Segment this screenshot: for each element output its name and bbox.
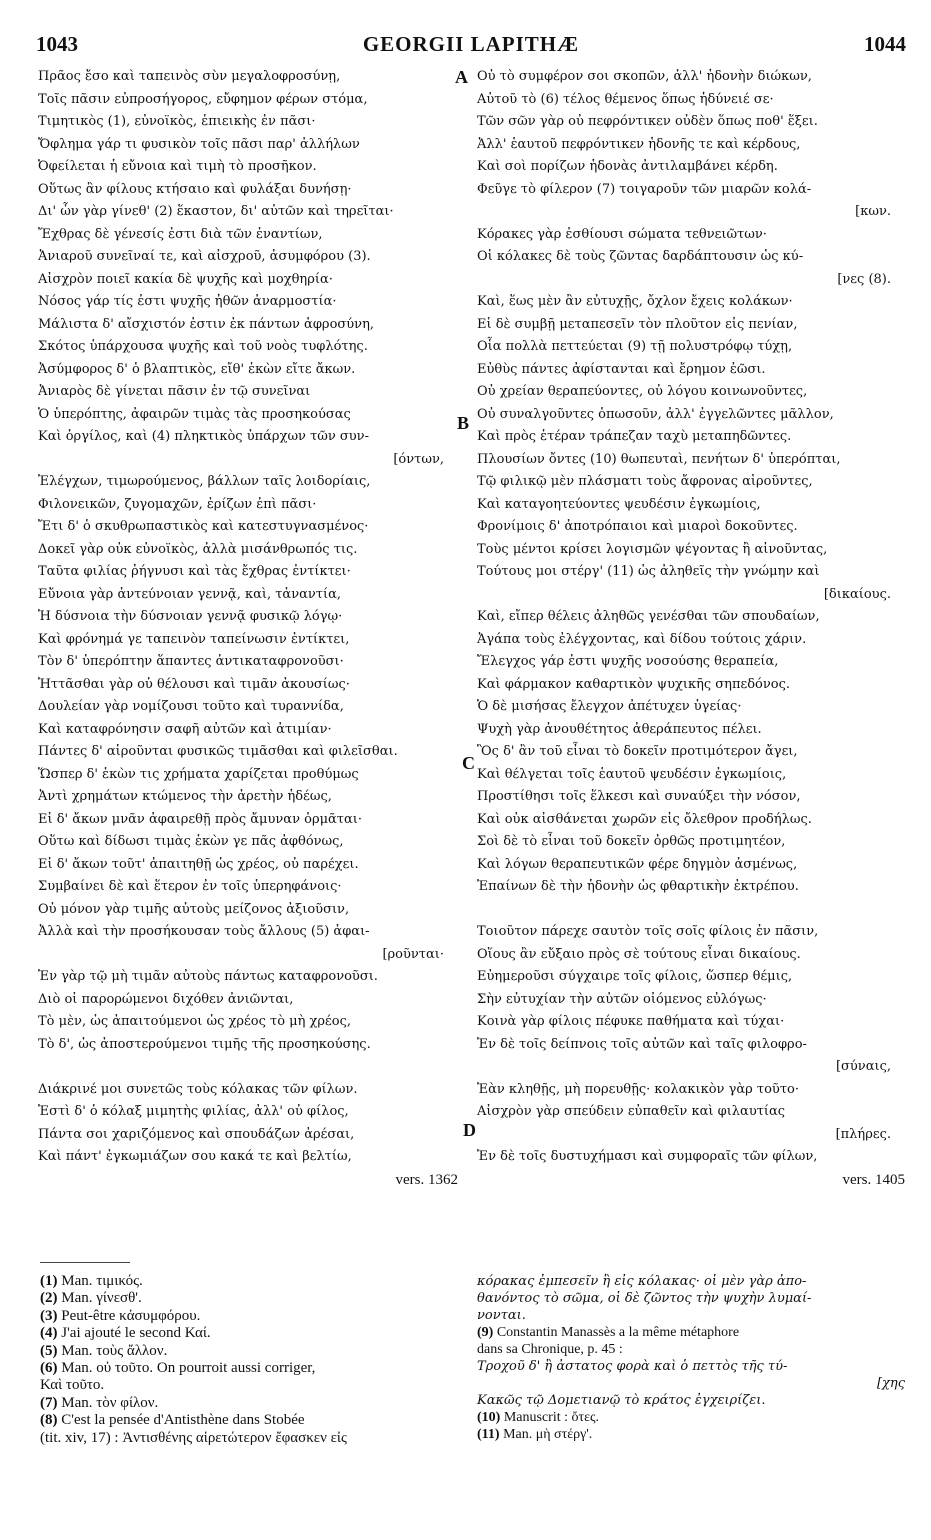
verse-line: Ὁ ὑπερόπτης, ἀφαιρῶν τιμὰς τὰς προσηκούσας — [38, 406, 351, 422]
verse-line: Τιμητικὸς (1), εὐνοϊκὸς, ἐπιεικὴς ἐν πᾶσι· — [38, 114, 316, 129]
verse-line: Ψυχὴ γὰρ ἀνουθέτητος ἀθεράπευτος πέλει. — [477, 721, 762, 737]
verse-line: Καὶ πάντ' ἐγκωμιάζων σου κακά τε καὶ βελτίω, — [38, 1149, 352, 1164]
verse-line: Κοινὰ γὰρ φίλοις πέφυκε παθήματα καὶ τύχαι· — [477, 1014, 785, 1029]
footnote-text: Peut-être κἀσυμφόρου. — [61, 1307, 201, 1324]
footnote-text: Man. οὐ τοῦτο. On pourroit aussi corriger, — [61, 1360, 316, 1377]
footnote-text: Constantin Manassès a la même métaphore — [496, 1325, 740, 1340]
verse-line: Φεῦγε τὸ φίλερον (7) τοιγαροῦν τῶν μιαρῶν κολά- — [477, 181, 812, 197]
verse-line: Μάλιστα δ' αἴσχιστόν ἐστιν ἐκ πάντων ἀφροσύνη, — [38, 316, 375, 332]
section-marker-b: B — [457, 413, 470, 433]
footnote — [477, 1307, 905, 1324]
verse-line: Ἀλλὰ καὶ τὴν προσήκουσαν τοὺς ἄλλους (5) ἀφαι- — [38, 924, 370, 939]
verse-line: Ταῦτα φιλίας ῥήγνυσι καὶ τὰς ἔχθρας ἐντίκτει· — [38, 564, 351, 579]
verse-line: Ἔτι δ' ὁ σκυθρωπαστικὸς καὶ κατεστυγνασμένος· — [38, 519, 369, 534]
verse-line: Τούτους μοι στέργ' (11) ὡς ἀληθεῖς τὴν γνώμην καὶ — [477, 564, 820, 579]
verse-line: Οὐ χρείαν θεραπεύοντες, οὐ λόγου κοινωνοῦντες, — [477, 384, 808, 399]
footnote — [477, 1324, 905, 1341]
footnote — [40, 1412, 460, 1429]
footnote — [40, 1343, 460, 1360]
footnote — [477, 1358, 905, 1375]
footnote-rule-left — [40, 1262, 130, 1263]
footnote-text: Man. τιμικός. — [61, 1273, 143, 1289]
verse-line: Οὐ μόνον γὰρ τιμῆς αὐτοὺς μείζονος ἀξιοῦσιν, — [38, 901, 350, 917]
verse-line: Εὐθὺς πάντες ἀφίστανται καὶ ἔρημον ἐῶσι. — [477, 361, 766, 377]
footnote-number: (6) — [40, 1360, 62, 1377]
footnote-text: Manuscrit : ὄτες. — [503, 1410, 600, 1425]
footnote-number: (10) — [477, 1410, 504, 1425]
footnote-number: (5) — [40, 1342, 62, 1359]
footnote — [477, 1375, 905, 1392]
verse-line: Διάκρινέ μοι συνετῶς τοὺς κόλακας τῶν φίλων. — [38, 1081, 358, 1097]
verse-line: Τοιοῦτον πάρεχε σαυτὸν τοῖς σοῖς φίλοις ἐν πᾶσιν, — [477, 924, 819, 939]
verse-line: Δι' ὧν γὰρ γίνεθ' (2) ἕκαστον, δι' αὐτῶν καὶ τηρεῖται· — [38, 204, 394, 219]
page-header — [36, 32, 906, 60]
verse-line: Καὶ, ἕως μὲν ἂν εὐτυχῇς, ὄχλον ἔχεις κολάκων· — [477, 294, 793, 309]
verse-continuation: [δικαίους. — [823, 586, 891, 602]
verse-continuation: [πλήρες. — [835, 1126, 891, 1142]
verse-line: Αὐτοῦ τὸ (6) τέλος θέμενος ὅπως ἡδύνειέ σε· — [477, 91, 774, 107]
right-column — [477, 66, 905, 1191]
verse-line: Ἀλλ' ἑαυτοῦ πεφρόντικεν ἡδονῆς τε καὶ κέρδους, — [477, 136, 801, 152]
footnote-text: dans sa Chronique, p. 45 : — [477, 1342, 623, 1357]
footnote-text: (tit. xiv, 17) : Ἀντισθένης αἱρετώτερον ἔφασκεν εἰς — [40, 1429, 347, 1446]
verse-line: Ἔχθρας δὲ γένεσίς ἐστι διὰ τῶν ἐναντίων, — [38, 226, 323, 242]
footnote — [477, 1426, 905, 1443]
footnote-text: Man. μὴ στέργ'. — [503, 1427, 593, 1442]
verse-line: Σοὶ δὲ τὸ εἶναι τοῦ δοκεῖν ὀρθῶς προτιμητέον, — [477, 834, 786, 849]
section-marker-a: A — [455, 67, 468, 87]
footnote — [477, 1409, 905, 1426]
verse-line: Καὶ σοὶ πορίζων ἡδονὰς ἀντιλαμβάνει κέρδη. — [477, 159, 778, 174]
verse-line: Ἡττᾶσθαι γὰρ οὐ θέλουσι καὶ τιμᾶν ἀκουσίως· — [38, 676, 350, 692]
verse-line: Οἷα πολλὰ πεττεύεται (9) τῇ πολυστρόφῳ τύχῃ, — [477, 339, 793, 354]
footnote — [477, 1290, 905, 1307]
verse-line: Τοῖς πᾶσιν εὐπροσήγορος, εὔφημον φέρων στόμα, — [38, 91, 368, 107]
verse-line: Ἐν γὰρ τῷ μὴ τιμᾶν αὐτοὺς πάντως καταφρονοῦσι. — [38, 969, 378, 984]
footnote — [477, 1392, 905, 1409]
verse-line: Φιλονεικῶν, ζυγομαχῶν, ἐρίζων ἐπὶ πᾶσι· — [38, 496, 317, 512]
verse-line: Οἱ κόλακες δὲ τοὺς ζῶντας δαρδάπτουσιν ὡς κύ- — [477, 249, 804, 264]
footnote-text: Καὶ τοῦτο. — [40, 1377, 105, 1394]
footnote-number: (3) — [40, 1307, 62, 1324]
footnote — [40, 1360, 460, 1377]
verse-line: Πάντα σοι χαριζόμενος καὶ σπουδάζων ἀρέσαι, — [38, 1126, 355, 1142]
footnote — [40, 1308, 460, 1325]
verse-line: Ἀνιαρὸς δὲ γίνεται πᾶσιν ἐν τῷ συνεῖναι — [38, 384, 311, 399]
verse-line: Ἔλεγχος γάρ ἐστι ψυχῆς νοσούσης θεραπεία, — [477, 654, 779, 669]
footnote-text: νονται. — [477, 1308, 526, 1323]
verse-line: Εἰ δ' ἄκων τοῦτ' ἀπαιτηθῇ ὡς χρέος, οὐ παρέχει. — [38, 856, 359, 872]
verse-line: Οὐ τὸ συμφέρον σοι σκοπῶν, ἀλλ' ἡδονὴν διώκων, — [477, 69, 812, 84]
footnote — [40, 1273, 460, 1290]
footnote — [477, 1273, 905, 1290]
footnote — [40, 1430, 460, 1447]
verse-line: Σὴν εὐτυχίαν τὴν αὐτῶν οἰόμενος εὐλόγως· — [477, 991, 767, 1007]
verse-line: Καὶ ὀργίλος, καὶ (4) πληκτικὸς ὑπάρχων τῶν συν- — [38, 429, 369, 444]
verse-line: Αἰσχρὸν γὰρ σπεύδειν εὐπαθεῖν καὶ φιλαυτίας — [477, 1104, 786, 1119]
verse-continuation: [όντων, — [393, 451, 444, 467]
section-marker-c: C — [462, 753, 475, 773]
footnote-text: J'ai ajouté le second Καί. — [61, 1325, 211, 1342]
verse-line: Τὸν δ' ὑπερόπτην ἅπαντες ἀντικαταφρονοῦσι· — [38, 654, 344, 669]
verse-line: Κόρακες γὰρ ἐσθίουσι σώματα τεθνειῶτων· — [477, 226, 767, 242]
footnotes-right — [477, 1273, 905, 1443]
footnote-text: Man. τὸν φίλον. — [61, 1394, 159, 1411]
verse-line: Εὐημεροῦσι σύγχαιρε τοῖς φίλοις, ὥσπερ θέμις, — [477, 969, 793, 984]
verse-line: Ἀγάπα τοὺς ἐλέγχοντας, καὶ δίδου τούτοις χάριν. — [477, 631, 807, 647]
verse-continuation: [κων. — [855, 204, 891, 219]
footnote-number: (9) — [477, 1325, 497, 1340]
verse-line: Καὶ, εἴπερ θέλεις ἀληθῶς γενέσθαι τῶν σπουδαίων, — [477, 609, 820, 624]
footnote-text: Man. τοὺς ἄλλον. — [61, 1342, 168, 1359]
verse-line: Ἐστὶ δ' ὁ κόλαξ μιμητὴς φιλίας, ἀλλ' οὐ φίλος, — [38, 1104, 349, 1119]
verse-line: Ὄφλημα γάρ τι φυσικὸν τοῖς πᾶσι παρ' ἀλλήλων — [38, 136, 360, 152]
left-column — [38, 66, 458, 1191]
verse-line: Αἰσχρὸν ποιεῖ κακία δὲ ψυχῆς καὶ μοχθηρία· — [38, 271, 333, 287]
verse-line: Τὸ μὲν, ὡς ἀπαιτούμενοι ὡς χρέος τὸ μὴ χρέος, — [38, 1014, 352, 1029]
verse-line: Ἀνιαροῦ συνεῖναί τε, καὶ αἰσχροῦ, ἀσυμφόρου (3). — [38, 249, 371, 264]
page-number-left: 1043 — [36, 32, 78, 56]
verse-line: Ὃς δ' ἂν τοῦ εἶναι τὸ δοκεῖν προτιμότερον ἄγει, — [477, 744, 798, 759]
verse-line: Δουλείαν γὰρ νομίζουσι τοῦτο καὶ τυραννίδα, — [38, 699, 344, 714]
verse-line — [38, 1056, 458, 1079]
verse-line: Ἐν δὲ τοῖς δυστυχήμασι καὶ συμφοραῖς τῶν φίλων, — [477, 1149, 818, 1164]
verse-line: Συμβαίνει δὲ καὶ ἕτερον ἐν τοῖς ὑπερηφάνοις· — [38, 879, 342, 894]
verse-continuation: [νες (8). — [837, 271, 891, 287]
verse-line: Ἀντὶ χρημάτων κτώμενος τὴν ἀρετὴν ἡδέως, — [38, 789, 332, 804]
verse-line: Καὶ θέλγεται τοῖς ἑαυτοῦ ψευδέσιν ἐγκωμίοις, — [477, 766, 787, 782]
page-number-right: 1044 — [864, 32, 906, 56]
footnote — [40, 1325, 460, 1342]
verse-line: Καὶ πρὸς ἑτέραν τράπεζαν ταχὺ μεταπηδῶντες. — [477, 429, 792, 444]
footnote-text: C'est la pensée d'Antisthène dans Stobée — [61, 1412, 305, 1429]
verse-line: Τὸ δ', ὡς ἀποστερούμενοι τιμῆς τῆς προσηκούσης. — [38, 1036, 371, 1052]
footnote-number: (4) — [40, 1325, 62, 1342]
verse-line: Οὐ συναλγοῦντες ὁπωσοῦν, ἀλλ' ἐγγελῶντες μᾶλλον, — [477, 406, 834, 422]
verse-line: Οἵους ἂν εὔξαιο πρὸς σὲ τούτους εἶναι δικαίους. — [477, 946, 801, 962]
verse-line: Ὥσπερ δ' ἑκὼν τις χρήματα χαρίζεται προθύμως — [38, 766, 359, 782]
verse-line: Φρονίμοις δ' ἀποτρόπαιοι καὶ μιαροὶ δοκοῦντες. — [477, 519, 798, 534]
running-title: GEORGII LAPITHÆ — [362, 32, 580, 56]
footnote-text: θανόντος τὸ σῶμα, οἱ δὲ ζῶντος τὴν ψυχὴν λυμαί- — [477, 1291, 812, 1306]
footnote-number: (8) — [40, 1412, 62, 1429]
verse-line: Καὶ φάρμακον καθαρτικὸν ψυχικῆς σηπεδόνος. — [477, 676, 791, 692]
verse-line: Ἀσύμφορος δ' ὁ βλαπτικὸς, εἴθ' ἑκὼν εἴτε ἄκων. — [38, 361, 356, 377]
verse-line: Ἐν δὲ τοῖς δείπνοις τοῖς αὐτῶν καὶ ταῖς φιλοφρο- — [477, 1036, 807, 1052]
verse-line: Καὶ φρόνημά γε ταπεινὸν ταπείνωσιν ἐντίκτει, — [38, 631, 350, 647]
verse-line: Νόσος γάρ τίς ἐστι ψυχῆς ἠθῶν ἀναρμοστία· — [38, 294, 337, 309]
verse-continuation: [ροῦνται· — [382, 946, 444, 962]
verse-line: Τοὺς μέντοι κρίσει λογισμῶν ψέγοντας ἢ αἰνοῦντας, — [477, 541, 828, 557]
section-marker-d: D — [463, 1120, 476, 1140]
verse-number: vers. 1405 — [842, 1171, 905, 1188]
verse-line: Πάντες δ' αἱροῦνται φυσικῶς τιμᾶσθαι καὶ φιλεῖσθαι. — [38, 744, 398, 759]
verse-line: Εἰ δὲ συμβῇ μεταπεσεῖν τὸν πλοῦτον εἰς πενίαν, — [477, 316, 798, 332]
footnote — [40, 1377, 460, 1394]
verse-line: Καὶ καταφρόνησιν σαφῆ αὐτῶν καὶ ἀτιμίαν· — [38, 721, 332, 737]
verse-line: Ὁ δὲ μισήσας ἔλεγχον ἀπέτυχεν ὑγείας· — [477, 699, 742, 714]
footnote-text: Κακῶς τῷ Δομετιανῷ τὸ κράτος ἐγχειρίζει. — [477, 1393, 766, 1408]
verse-line: Οὕτως ἂν φίλους κτήσαιο καὶ φυλάξαι δυνήσῃ· — [38, 181, 352, 197]
verse-line: Καὶ οὐκ αἰσθάνεται χωρῶν εἰς ὄλεθρον προδήλως. — [477, 811, 812, 827]
verse-line — [477, 899, 905, 922]
verse-number: vers. 1362 — [395, 1171, 458, 1188]
verse-line: Εἰ δ' ἄκων μνᾶν ἀφαιρεθῇ πρὸς ἄμυναν ὁρμᾶται· — [38, 811, 363, 827]
footnote-number: (7) — [40, 1394, 62, 1411]
verse-line: Ὀφείλεται ἡ εὔνοια καὶ τιμὴ τὸ προσῆκον. — [38, 159, 317, 174]
footnote-text: Man. γίνεσθ'. — [61, 1290, 142, 1307]
footnote-number: (2) — [40, 1290, 62, 1307]
verse-line: Οὕτω καὶ δίδωσι τιμὰς ἑκὼν γε πᾶς ἀφθόνως, — [38, 834, 344, 849]
verse-line: Ἐὰν κληθῇς, μὴ πορευθῇς· κολακικὸν γὰρ τοῦτο· — [477, 1081, 799, 1097]
footnote-number: (11) — [477, 1427, 504, 1442]
verse-line: Καὶ λόγων θεραπευτικῶν φέρε δηγμὸν ἀσμένως, — [477, 856, 798, 872]
verse-line: Ἐλέγχων, τιμωρούμενος, βάλλων ταῖς λοιδορίαις, — [38, 474, 371, 489]
verse-line: Πλουσίων ὄντες (10) θωπευταὶ, πενήτων δ' ὑπερόπται, — [477, 451, 841, 467]
footnote-text: Τροχοῦ δ' ἢ ἀστατος φορὰ καὶ ὁ πεττὸς τῆς τύ- — [477, 1359, 788, 1374]
verse-line: Πρᾶος ἔσο καὶ ταπεινὸς σὺν μεγαλοφροσύνῃ, — [38, 69, 341, 84]
verse-line: Διὸ οἱ παρορώμενοι διχόθεν ἀνιῶνται, — [38, 991, 294, 1007]
verse-line: Τῷ φιλικῷ μὲν πλάσματι τοὺς ἄφρονας αἱροῦντες, — [477, 474, 813, 489]
verse-line: Ἐπαίνων δὲ τὴν ἡδονὴν ὡς φθαρτικὴν ἐκτρέπου. — [477, 879, 799, 894]
footnote-number: (1) — [40, 1273, 62, 1289]
footnote-text: [χης — [876, 1376, 905, 1391]
footnote-text: κόρακας ἐμπεσεῖν ἢ εἰς κόλακας· οἱ μὲν γὰρ ἀπο- — [477, 1274, 807, 1289]
verse-line: Εὔνοια γὰρ ἀντεύνοιαν γεννᾷ, καὶ, τἀναντία, — [38, 586, 341, 602]
verse-line: Τῶν σῶν γὰρ οὐ πεφρόντικεν οὐδὲν ὅπως ποθ' ἕξει. — [477, 114, 818, 129]
footnote — [40, 1290, 460, 1307]
verse-line: Καὶ καταγοητεύοντες ψευδέσιν ἐγκωμίοις, — [477, 496, 761, 512]
verse-line: Ἡ δύσνοια τὴν δύσνοιαν γεννᾷ φυσικῷ λόγῳ· — [38, 609, 343, 624]
verse-line: Δοκεῖ γὰρ οὐκ εὐνοϊκὸς, ἀλλὰ μισάνθρωπός τις. — [38, 541, 358, 557]
footnote — [40, 1395, 460, 1412]
verse-continuation: [σύναις, — [835, 1059, 891, 1074]
footnotes-left — [40, 1273, 460, 1447]
verse-line: Προστίθησι τοῖς ἕλκεσι καὶ συναύξει τὴν νόσον, — [477, 789, 801, 804]
footnote — [477, 1341, 905, 1358]
verse-line: Σκότος ὑπάρχουσα ψυχῆς καὶ τοῦ νοὸς τυφλότης. — [38, 339, 368, 354]
